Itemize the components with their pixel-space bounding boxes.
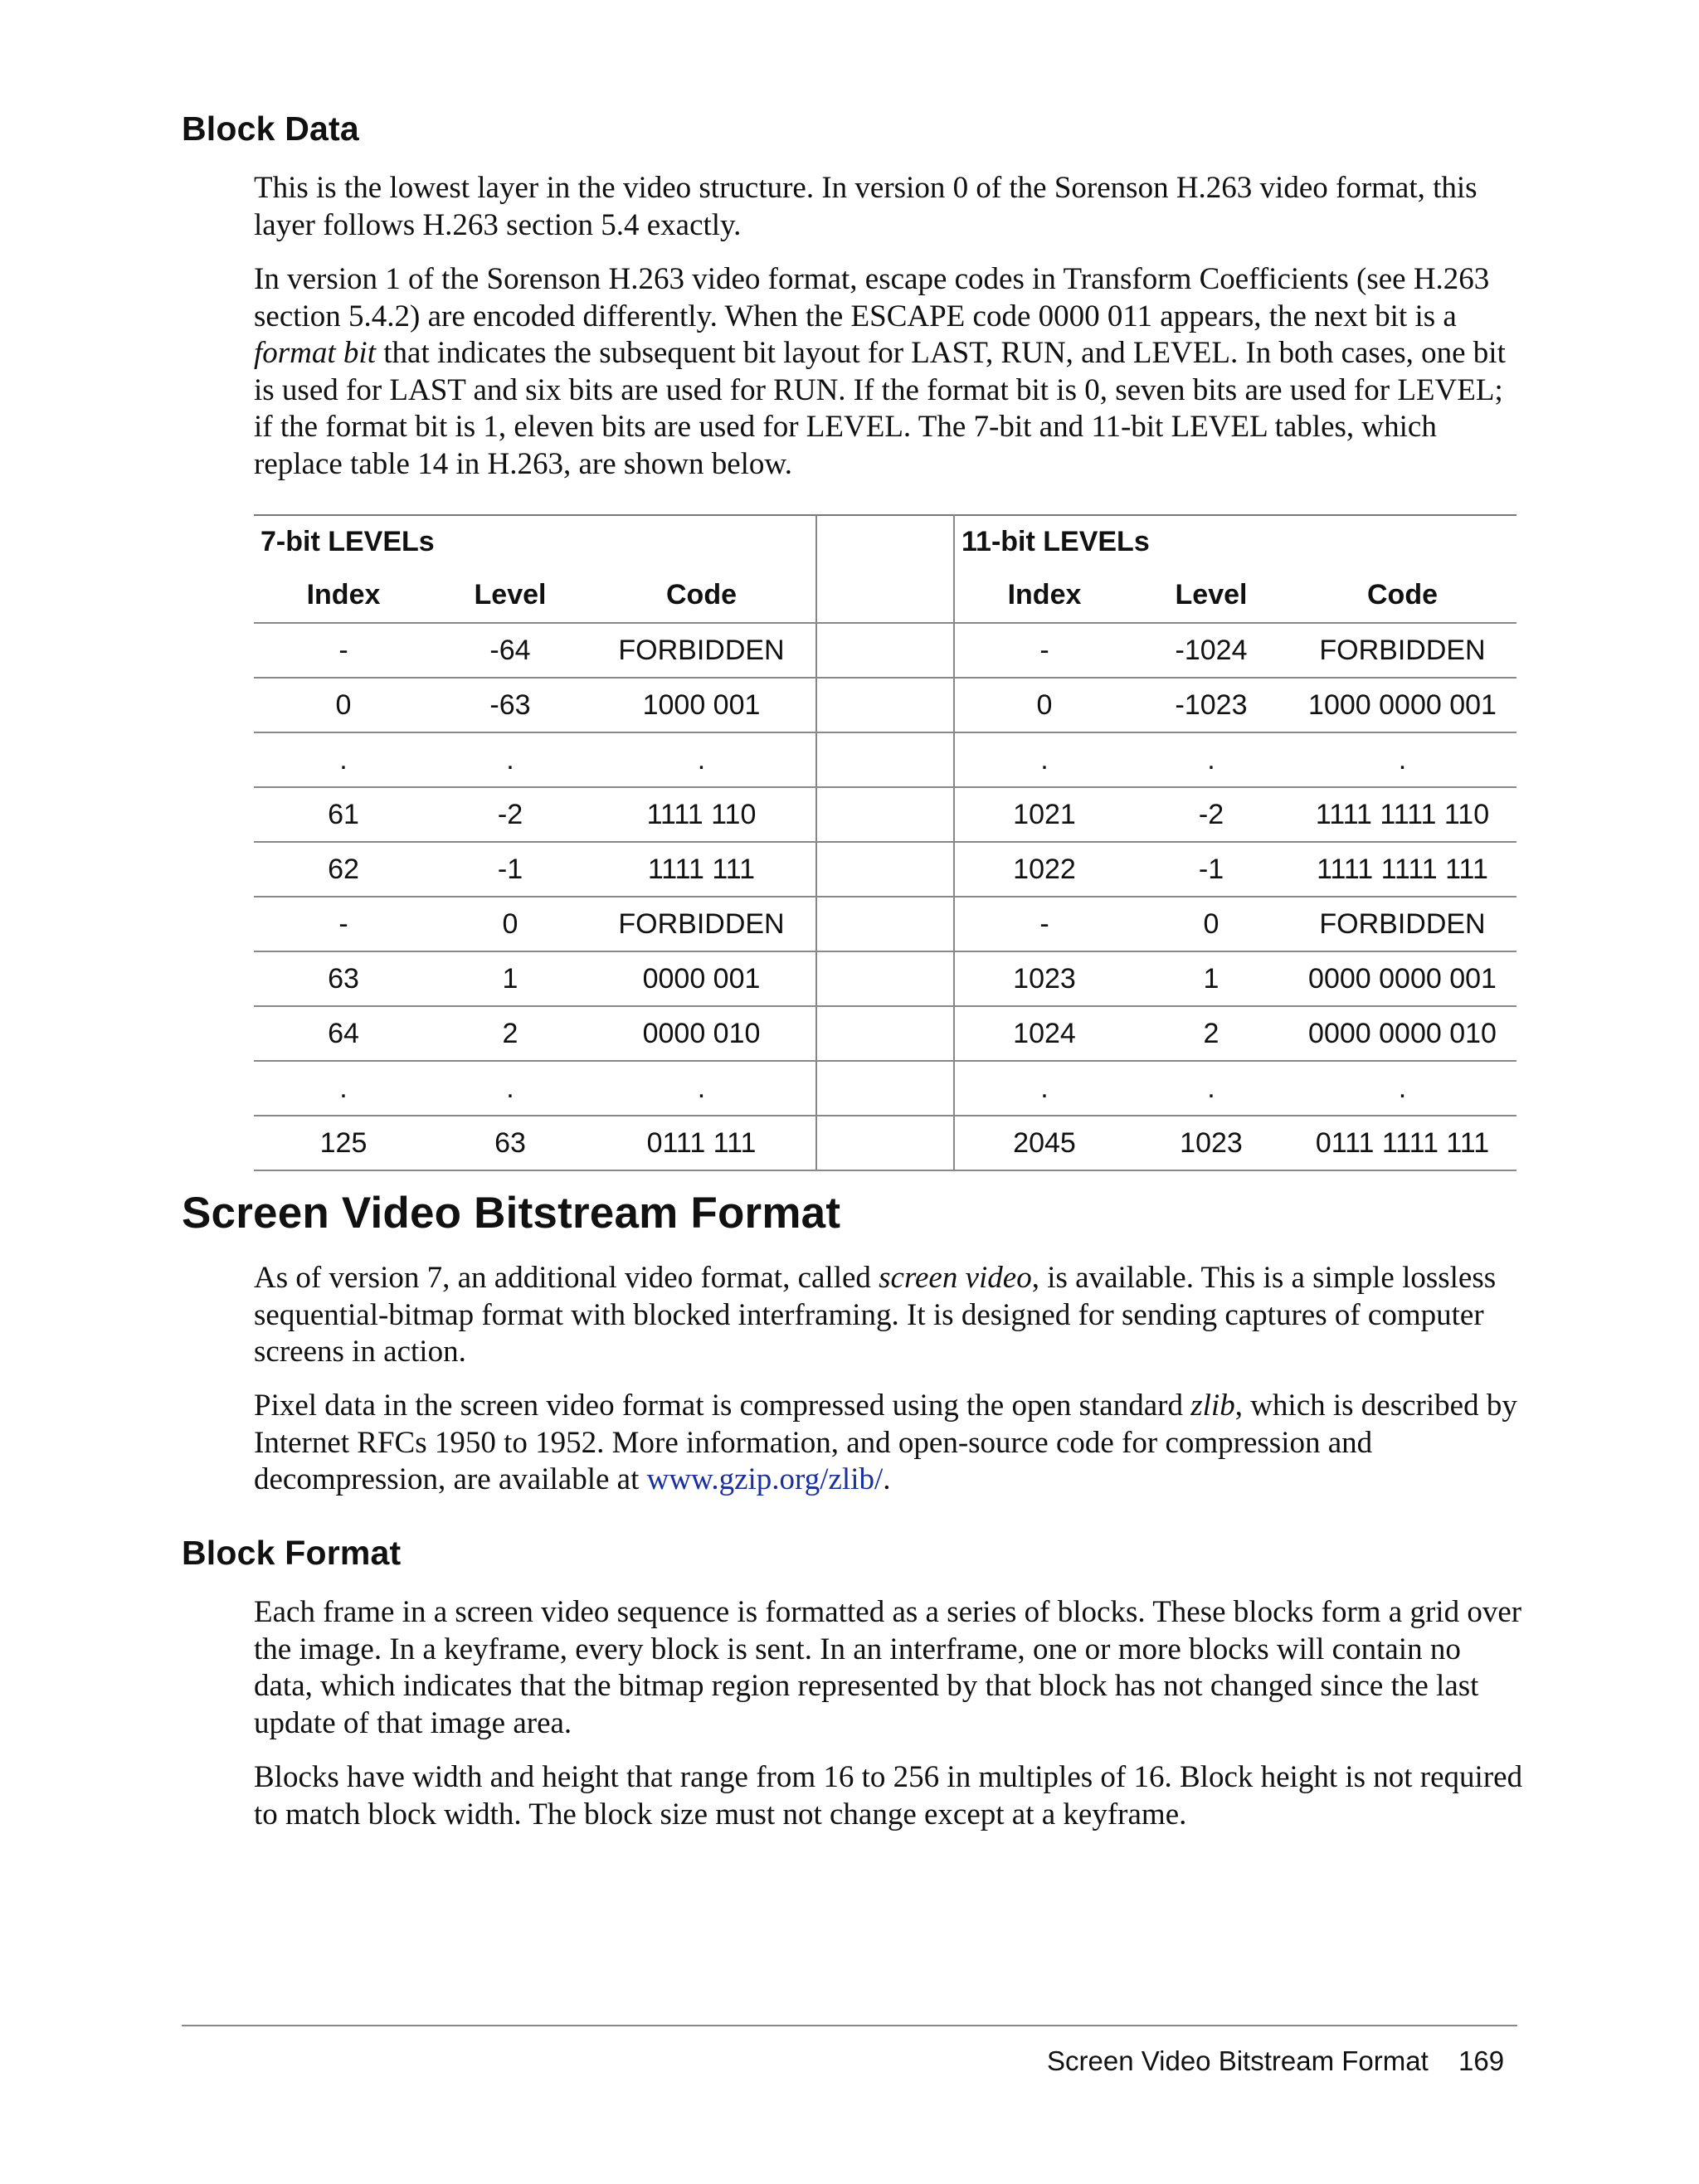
- cell-index-11: 1023: [954, 951, 1134, 1006]
- table-column-separator: [816, 1061, 954, 1116]
- table-column-separator: [816, 1006, 954, 1061]
- block-data-para-2-b: that indicates the subsequent bit layout for LAST, RUN, and LEVEL. In both cases, one bit is used for LAST and six bits are used for RUN. If the format bit is 0, seven bits are used for LEVEL; if the format bit is 1, eleven bits are used for LEVEL. The 7-bit and 11-bit LEVEL tables, which replace table 14 in H.263, are shown below.: [254, 336, 1506, 481]
- cell-index-7: -: [254, 897, 433, 951]
- header-code-11: Code: [1367, 578, 1438, 610]
- cell-code-11: 1000 0000 001: [1288, 678, 1516, 732]
- block-data-heading: Block Data: [182, 109, 359, 148]
- table-column-separator: [816, 678, 954, 732]
- cell-index-11: 1021: [954, 787, 1134, 842]
- cell-code-11: 0000 0000 001: [1288, 951, 1516, 1006]
- format-bit-term: format bit: [254, 336, 376, 370]
- cell-level-11: .: [1134, 1061, 1288, 1116]
- header-level-7: Level: [474, 578, 547, 610]
- screen-video-para-1-b: , is available. This is a simple lossless sequential-bitmap format with blocked interframing. It is designed for sending captures of computer screens in action.: [254, 1261, 1497, 1369]
- block-data-para-2-a: In version 1 of the Sorenson H.263 video format, escape codes in Transform Coefficients (see H.263 section 5.4.2) are encoded differently. When the ESCAPE code 0000 011 appears, the next bit is a: [254, 262, 1490, 333]
- cell-index-7: .: [254, 732, 433, 787]
- cell-level-7: -2: [433, 787, 587, 842]
- block-data-para-1: This is the lowest layer in the video structure. In version 0 of the Sorenson H.263 video format, this layer follows H.263 section 5.4 exactly.: [254, 171, 1477, 242]
- cell-code-11: 1111 1111 111: [1288, 842, 1516, 897]
- cell-index-11: .: [954, 1061, 1134, 1116]
- cell-level-7: .: [433, 732, 587, 787]
- header-code-7: Code: [666, 578, 737, 610]
- table-row: [254, 1116, 1516, 1170]
- table-row: [254, 1061, 1516, 1116]
- cell-level-7: 1: [433, 951, 587, 1006]
- cell-level-11: -2: [1134, 787, 1288, 842]
- screen-video-para-2-a: Pixel data in the screen video format is compressed using the open standard: [254, 1389, 1191, 1423]
- cell-code-7: 0000 010: [587, 1006, 816, 1061]
- table-group-header-row: [254, 515, 1516, 567]
- cell-index-7: 62: [254, 842, 433, 897]
- table-column-separator: [816, 732, 954, 787]
- cell-code-7: 1111 111: [587, 842, 816, 897]
- table-row: [254, 732, 1516, 787]
- cell-level-11: 0: [1134, 897, 1288, 951]
- screen-video-para-2-c: .: [883, 1462, 891, 1496]
- group-11bit-label: 11-bit LEVELs: [954, 515, 1516, 567]
- cell-index-7: 63: [254, 951, 433, 1006]
- page-number: 169: [1458, 2045, 1505, 2076]
- cell-code-7: FORBIDDEN: [587, 623, 816, 678]
- cell-level-7: -1: [433, 842, 587, 897]
- cell-index-11: 1022: [954, 842, 1134, 897]
- table-column-separator: [816, 842, 954, 897]
- screen-video-heading: Screen Video Bitstream Format: [182, 1189, 841, 1238]
- block-format-para-2: Blocks have width and height that range from 16 to 256 in multiples of 16. Block height is not required to match block width. The block size must not change except at a keyframe.: [254, 1760, 1523, 1831]
- block-format-heading: Block Format: [182, 1534, 402, 1572]
- cell-level-11: -1023: [1134, 678, 1288, 732]
- cell-level-7: .: [433, 1061, 587, 1116]
- header-index-11: Index: [1007, 578, 1082, 610]
- table-column-separator: [816, 787, 954, 842]
- cell-code-11: 1111 1111 110: [1288, 787, 1516, 842]
- cell-index-11: -: [954, 897, 1134, 951]
- cell-code-11: .: [1288, 732, 1516, 787]
- cell-level-7: 0: [433, 897, 587, 951]
- cell-level-7: -64: [433, 623, 587, 678]
- cell-index-7: .: [254, 1061, 433, 1116]
- cell-index-7: 61: [254, 787, 433, 842]
- cell-code-11: FORBIDDEN: [1288, 897, 1516, 951]
- cell-index-11: 1024: [954, 1006, 1134, 1061]
- cell-code-7: .: [587, 732, 816, 787]
- table-column-separator: [816, 623, 954, 678]
- cell-index-11: -: [954, 623, 1134, 678]
- cell-index-7: 125: [254, 1116, 433, 1170]
- zlib-term: zlib: [1190, 1389, 1235, 1423]
- cell-code-11: FORBIDDEN: [1288, 623, 1516, 678]
- block-data-para-2: [254, 261, 1523, 483]
- table-row: [254, 897, 1516, 951]
- cell-index-7: -: [254, 623, 433, 678]
- cell-index-11: 2045: [954, 1116, 1134, 1170]
- table-row: [254, 678, 1516, 732]
- cell-code-11: 0111 1111 111: [1288, 1116, 1516, 1170]
- footer-title: Screen Video Bitstream Format: [1047, 2045, 1429, 2076]
- cell-level-7: 63: [433, 1116, 587, 1170]
- block-format-para-1: Each frame in a screen video sequence is formatted as a series of blocks. These blocks form a grid over the image. In a keyframe, every block is sent. In an interframe, one or more blocks will contain no data, which indicates that the bitmap region represented by that block has not changed since the last update of that image area.: [254, 1595, 1522, 1740]
- table-row: [254, 1006, 1516, 1061]
- level-table: [254, 514, 1516, 1171]
- cell-index-11: 0: [954, 678, 1134, 732]
- cell-index-7: 0: [254, 678, 433, 732]
- cell-code-7: 0111 111: [587, 1116, 816, 1170]
- screen-video-para-1: [254, 1260, 1523, 1371]
- header-index-7: Index: [306, 578, 381, 610]
- table-row: [254, 787, 1516, 842]
- cell-code-7: 0000 001: [587, 951, 816, 1006]
- cell-level-11: -1: [1134, 842, 1288, 897]
- screen-video-term: screen video: [879, 1261, 1032, 1295]
- table-row: [254, 623, 1516, 678]
- table-column-header-row: [254, 567, 1516, 623]
- cell-level-7: -63: [433, 678, 587, 732]
- cell-code-11: .: [1288, 1061, 1516, 1116]
- table-row: [254, 951, 1516, 1006]
- table-column-separator: [816, 515, 954, 567]
- zlib-link[interactable]: www.gzip.org/zlib/: [646, 1462, 884, 1496]
- table-column-separator: [816, 567, 954, 623]
- cell-code-7: FORBIDDEN: [587, 897, 816, 951]
- cell-code-7: 1000 001: [587, 678, 816, 732]
- screen-video-para-2-b: , which is described by Internet RFCs 1950 to 1952. More information, and open-source code for compression and decompression, are available at: [254, 1389, 1517, 1496]
- cell-level-11: -1024: [1134, 623, 1288, 678]
- table-column-separator: [816, 1116, 954, 1170]
- cell-level-11: .: [1134, 732, 1288, 787]
- table-column-separator: [816, 897, 954, 951]
- header-level-11: Level: [1175, 578, 1248, 610]
- group-7bit-label: 7-bit LEVELs: [254, 515, 816, 567]
- cell-code-11: 0000 0000 010: [1288, 1006, 1516, 1061]
- cell-level-7: 2: [433, 1006, 587, 1061]
- table-column-separator: [816, 951, 954, 1006]
- cell-level-11: 1: [1134, 951, 1288, 1006]
- screen-video-para-2: [254, 1388, 1523, 1499]
- cell-level-11: 2: [1134, 1006, 1288, 1061]
- footer-rule: [182, 2025, 1517, 2026]
- cell-index-7: 64: [254, 1006, 433, 1061]
- cell-code-7: 1111 110: [587, 787, 816, 842]
- screen-video-para-1-a: As of version 7, an additional video format, called: [254, 1261, 879, 1295]
- cell-code-7: .: [587, 1061, 816, 1116]
- cell-level-11: 1023: [1134, 1116, 1288, 1170]
- table-row: [254, 842, 1516, 897]
- cell-index-11: .: [954, 732, 1134, 787]
